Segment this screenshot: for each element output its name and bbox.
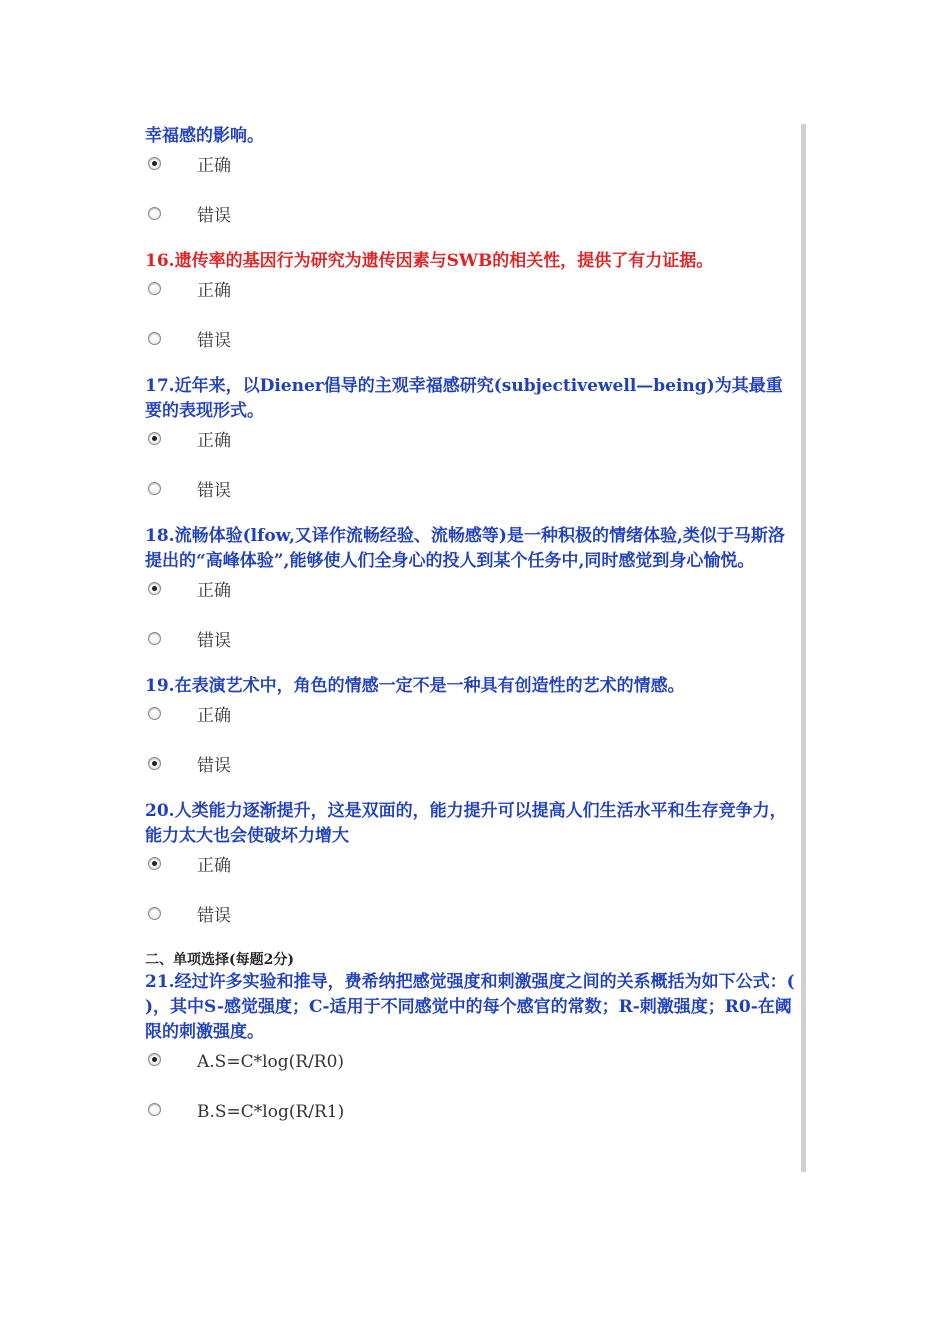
radio-unchecked-icon[interactable]	[148, 907, 161, 920]
question-21	[145, 970, 797, 1145]
question-18	[145, 524, 797, 674]
option-wrong[interactable]	[145, 624, 797, 674]
question-15	[145, 124, 797, 249]
section-title: 二、单项选择(每题2分)	[145, 952, 294, 968]
option-a[interactable]	[145, 1045, 797, 1095]
option-correct[interactable]	[145, 699, 797, 749]
question-text: 幸福感的影响。	[145, 126, 264, 146]
option-label: 错误	[197, 206, 231, 226]
scrollbar-track[interactable]	[801, 124, 806, 1172]
radio-checked-icon[interactable]	[148, 1053, 161, 1066]
option-wrong[interactable]	[145, 199, 797, 249]
option-label: 错误	[197, 481, 231, 501]
radio-unchecked-icon[interactable]	[148, 707, 161, 720]
radio-checked-icon[interactable]	[148, 582, 161, 595]
question-text: 16.遗传率的基因行为研究为遗传因素与SWB的相关性，提供了有力证据。	[145, 251, 714, 271]
option-correct[interactable]	[145, 424, 797, 474]
option-correct[interactable]	[145, 849, 797, 899]
option-label: 错误	[197, 756, 231, 776]
question-text: 17.近年来，以Diener倡导的主观幸福感研究(subjectivewell—being)为其最重要的表现形式。	[145, 376, 783, 421]
option-b[interactable]	[145, 1095, 797, 1145]
option-correct[interactable]	[145, 149, 797, 199]
radio-checked-icon[interactable]	[148, 757, 161, 770]
question-text: 20.人类能力逐渐提升，这是双面的，能力提升可以提高人们生活水平和生存竞争力，能力太大也会使破坏力增大	[145, 801, 787, 846]
option-wrong[interactable]	[145, 474, 797, 524]
radio-unchecked-icon[interactable]	[148, 207, 161, 220]
radio-checked-icon[interactable]	[148, 432, 161, 445]
option-label: B.S=C*log(R/R1)	[197, 1102, 345, 1122]
option-label: 错误	[197, 631, 231, 651]
option-label: 错误	[197, 331, 231, 351]
option-wrong[interactable]	[145, 749, 797, 799]
option-label: A.S=C*log(R/R0)	[197, 1052, 345, 1072]
question-text: 21.经过许多实验和推导，费希纳把感觉强度和刺激强度之间的关系概括为如下公式：( )，其中S-感觉强度；C-适用于不同感觉中的每个感官的常数；R-刺激强度；R0-在阈限的刺激强度。	[145, 972, 795, 1042]
radio-unchecked-icon[interactable]	[148, 482, 161, 495]
question-19	[145, 674, 797, 799]
option-correct[interactable]	[145, 574, 797, 624]
option-label: 正确	[197, 706, 231, 726]
radio-unchecked-icon[interactable]	[148, 632, 161, 645]
radio-unchecked-icon[interactable]	[148, 332, 161, 345]
option-label: 正确	[197, 581, 231, 601]
question-16	[145, 249, 797, 374]
option-label: 错误	[197, 906, 231, 926]
option-label: 正确	[197, 856, 231, 876]
quiz-content	[145, 124, 797, 1145]
option-wrong[interactable]	[145, 324, 797, 374]
radio-unchecked-icon[interactable]	[148, 1103, 161, 1116]
option-label: 正确	[197, 156, 231, 176]
radio-unchecked-icon[interactable]	[148, 282, 161, 295]
option-correct[interactable]	[145, 274, 797, 324]
question-20	[145, 799, 797, 949]
question-17	[145, 374, 797, 524]
option-label: 正确	[197, 431, 231, 451]
radio-checked-icon[interactable]	[148, 857, 161, 870]
question-text: 19.在表演艺术中，角色的情感一定不是一种具有创造性的艺术的情感。	[145, 676, 685, 696]
question-text: 18.流畅体验(lfow,又译作流畅经验、流畅感等)是一种积极的情绪体验,类似于马斯洛提出的“高峰体验”,能够使人们全身心的投人到某个任务中,同时感觉到身心愉悦。	[145, 526, 785, 571]
option-label: 正确	[197, 281, 231, 301]
option-wrong[interactable]	[145, 899, 797, 949]
radio-checked-icon[interactable]	[148, 157, 161, 170]
